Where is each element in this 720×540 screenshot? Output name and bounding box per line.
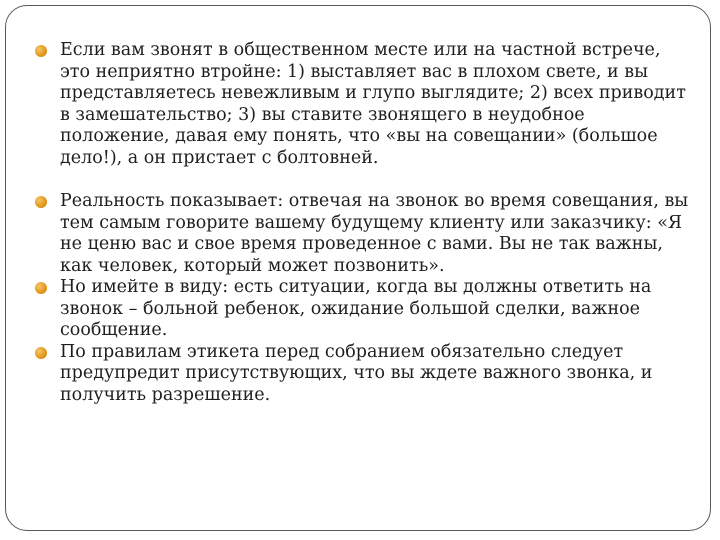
bullet-circle-icon [35,45,47,57]
bullet-text: Если вам звонят в общественном месте или на частной встрече, это неприятно втройне: 1) выставляет вас в плохом свете, и вы представляетесь невежливым и глупо выглядите; 2) всех приводит в замешательство; 3) вы ставите звонящего в неудобное положение, давая ему понять, что «вы на совещании» (большое дело!), а он пристает с болтовней. [60,40,686,168]
slide-frame [5,5,711,531]
bullet-list [32,40,692,406]
bullet-circle-icon [35,347,47,359]
bullet-item-3 [32,277,692,342]
bullet-text: По правилам этикета перед собранием обязательно следует предупредит присутствующих, что вы ждете важного звонка, и получить разрешение. [60,341,653,405]
bullet-text: Реальность показывает: отвечая на звонок во время совещания, вы тем самым говорите вашему будущему клиенту или заказчику: «Я не ценю вас и свое время проведенное с вами. Вы не так важны, как человек, который может позвонить». [60,191,689,276]
bullet-text: Но имейте в виду: есть ситуации, когда вы должны ответить на звонок – больной ребенок, ожидание большой сделки, важное сообщение. [60,277,652,340]
bullet-circle-icon [35,196,47,208]
bullet-item-4 [32,342,692,407]
bullet-circle-icon [35,282,47,294]
bullet-item-1 [32,40,692,169]
bullet-item-2 [32,191,692,277]
